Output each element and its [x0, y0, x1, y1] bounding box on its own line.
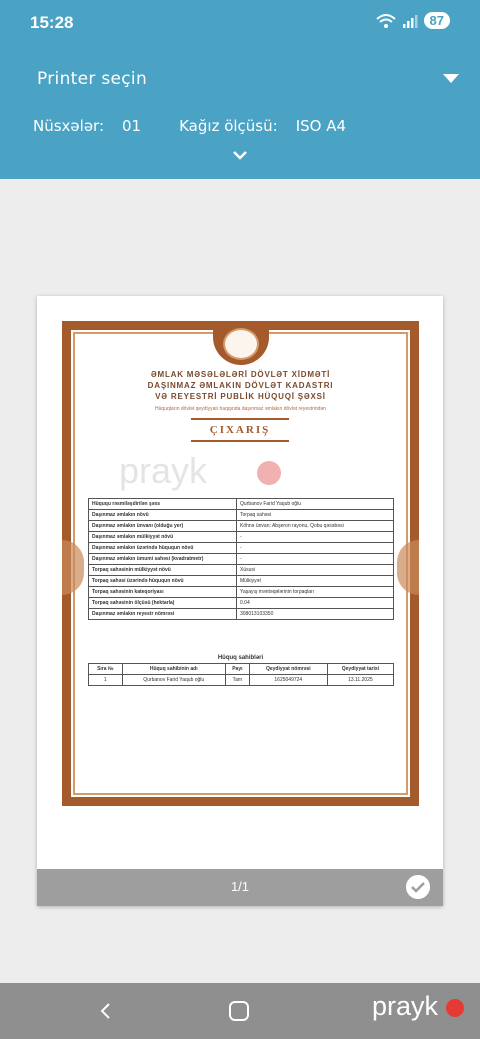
print-preview-page[interactable] — [37, 296, 443, 906]
dropdown-triangle-icon[interactable] — [436, 66, 466, 90]
info-row-key: Daşınmaz əmlakın ümumi sahəsi (kvadratmetr) — [89, 554, 237, 565]
info-row — [89, 587, 394, 598]
info-row-value: 0.04 — [237, 598, 394, 609]
state-emblem-icon — [223, 328, 259, 360]
navigation-bar — [0, 983, 480, 1039]
chevron-down-icon[interactable] — [229, 147, 251, 163]
owners-header-cell: Qeydiyyat nömrəsi — [249, 664, 327, 675]
owners-header-cell: Payı — [225, 664, 249, 675]
preview-footer — [37, 869, 443, 906]
info-row-value: Xüsusi — [237, 565, 394, 576]
info-row-key: Torpaq sahəsinin ölçüsü (hektarla) — [89, 598, 237, 609]
print-settings-row — [33, 117, 364, 135]
info-row-value: Yaşayış məntəqələrinin torpaqları — [237, 587, 394, 598]
owners-header-cell: Qeydiyyat tarixi — [327, 664, 393, 675]
info-row-key: Torpaq sahəsinin kateqoriyası — [89, 587, 237, 598]
info-row — [89, 609, 394, 620]
info-row-value: - — [237, 554, 394, 565]
owners-cell: 1 — [89, 675, 123, 686]
certificate-document — [62, 321, 419, 806]
back-icon[interactable] — [96, 1001, 116, 1021]
info-row-value: - — [237, 543, 394, 554]
info-row-key: Daşınmaz əmlakın ünvanı (olduğu yer) — [89, 521, 237, 532]
info-row-key: Hüququ rəsmiləşdirilən şəxs — [89, 499, 237, 510]
info-row-value: Köhnə ünvan: Abşeron rayonu, Qobu qəsəbəsi — [237, 521, 394, 532]
home-icon[interactable] — [229, 1001, 249, 1021]
info-row-value: - — [237, 532, 394, 543]
owners-cell: Tam — [225, 675, 249, 686]
info-row — [89, 510, 394, 521]
copies-label: Nüsxələr: — [33, 117, 105, 135]
owners-row — [89, 675, 394, 686]
owners-cell: 13.11.2025 — [327, 675, 393, 686]
owners-title: Hüquq sahibləri — [217, 655, 264, 661]
info-row-value: Mülkiyyət — [237, 576, 394, 587]
document-type-label: ÇIXARIŞ — [191, 418, 289, 442]
info-row — [89, 532, 394, 543]
info-row-key: Daşınmaz əmlakın üzərində hüququn növü — [89, 543, 237, 554]
certificate-title-line2: DAŞINMAZ ƏMLAKIN DÖVLƏT KADASTRI — [147, 381, 334, 390]
owners-cell: Qurbanov Farid Yaqub oğlu — [122, 675, 225, 686]
certificate-title-line3: VƏ REYESTRİ PUBLİK HÜQUQİ ŞƏXSİ — [155, 392, 326, 401]
info-row-key: Torpaq sahəsi üzərində hüququn növü — [89, 576, 237, 587]
info-row — [89, 576, 394, 587]
print-header — [0, 44, 480, 179]
owners-header-cell: Sıra № — [89, 664, 123, 675]
owners-table — [88, 663, 394, 686]
info-row-value: Qurbanov Farid Yaqub oğlu — [237, 499, 394, 510]
signal-icon — [402, 13, 418, 29]
paper-size-value[interactable]: ISO A4 — [295, 117, 347, 135]
owners-cell: 1625049724 — [249, 675, 327, 686]
info-row-key: Torpaq sahəsinin mülkiyyət növü — [89, 565, 237, 576]
info-row-value: 308013103350 — [237, 609, 394, 620]
status-bar — [0, 0, 480, 44]
certificate-subtitle: Hüquqların dövlət qeydiyyatı haqqında daşınmaz əmlakın dövlət reyestrindən — [155, 406, 326, 412]
info-row-key: Daşınmaz əmlakın mülkiyyət növü — [89, 532, 237, 543]
watermark-dot — [257, 461, 281, 485]
info-row-value: Torpaq sahəsi — [237, 510, 394, 521]
status-icons — [376, 12, 450, 29]
brand-logo — [372, 991, 438, 1022]
info-row — [89, 543, 394, 554]
paper-size-label: Kağız ölçüsü: — [179, 117, 278, 135]
property-info-table — [88, 498, 394, 620]
info-row — [89, 499, 394, 510]
brand-dot — [446, 999, 464, 1017]
owners-header-cell: Hüquq sahibinin adı — [122, 664, 225, 675]
battery-badge: 87 — [424, 12, 450, 29]
check-icon[interactable] — [406, 875, 430, 899]
info-row-key: Daşınmaz əmlakın reyestr nömrəsi — [89, 609, 237, 620]
certificate-title-line1: ƏMLAK MƏSƏLƏLƏRİ DÖVLƏT XİDMƏTİ — [150, 370, 331, 379]
page-count: 1/1 — [230, 879, 250, 894]
printer-select-label[interactable]: Printer seçin — [37, 69, 148, 89]
brand-logo-text: prayk — [371, 991, 438, 1021]
info-row — [89, 598, 394, 609]
wifi-icon — [376, 13, 396, 29]
copies-value[interactable]: 01 — [122, 117, 142, 135]
info-row — [89, 565, 394, 576]
info-row — [89, 554, 394, 565]
watermark-text: prayk — [119, 450, 208, 491]
info-row — [89, 521, 394, 532]
status-time: 15:28 — [30, 13, 74, 32]
info-row-key: Daşınmaz əmlakın növü — [89, 510, 237, 521]
